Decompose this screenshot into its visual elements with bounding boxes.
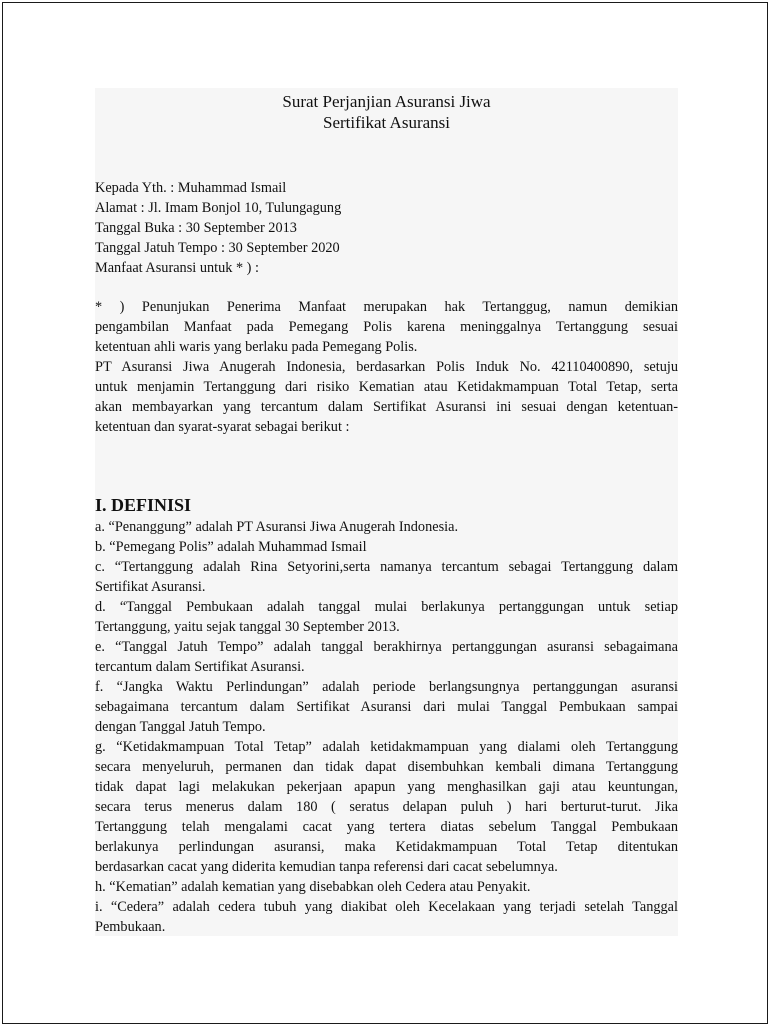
document-subtitle: Sertifikat Asuransi [322,113,450,132]
benefit-line: Manfaat Asuransi untuk * ) : [95,260,259,276]
definition-line: secara menyeluruh, permanen dan tidak dapat disembuhkan kembali dimana Tertanggung [95,759,678,775]
definition-line: f. “Jangka Waktu Perlindungan” adalah periode berlangsungnya pertanggungan asuransi [95,679,678,695]
definition-line: d. “Tanggal Pembukaan adalah tanggal mulai berlakunya pertanggungan untuk setiap [95,599,678,615]
open-date: Tanggal Buka : 30 September 2013 [95,220,297,236]
definition-line: secara terus menerus dalam 180 ( seratus delapan puluh ) hari berturut-turut. Jika [95,799,678,815]
intro-line: untuk menjamin Tertanggung dari risiko Kematian atau Ketidakmampuan Total Tetap, serta [95,379,678,395]
definition-line: c. “Tertanggung adalah Rina Setyorini,serta namanya tercantum sebagai Tertanggung dalam [95,559,678,575]
definition-line: h. “Kematian” adalah kematian yang disebabkan oleh Cedera atau Penyakit. [95,879,531,895]
section-heading: I. DEFINISI [95,495,192,515]
note-line: * ) Penunjukan Penerima Manfaat merupakan hak Tertanggug, namun demikian [95,299,678,315]
definition-line: Tertanggung telah mengalami cacat yang tertera diatas sebelum Tanggal Pembukaan [95,819,678,835]
definition-line: Tertanggung, yaitu sejak tanggal 30 September 2013. [95,619,400,635]
definition-line: dengan Tanggal Jatuh Tempo. [95,719,266,735]
definition-line: a. “Penanggung” adalah PT Asuransi Jiwa Anugerah Indonesia. [95,519,459,535]
definition-line: i. “Cedera” adalah cedera tubuh yang diakibat oleh Kecelakaan yang terjadi setelah Tanggal [95,899,678,915]
intro-line: ketentuan dan syarat-syarat sebagai berikut : [95,419,350,435]
definition-line: e. “Tanggal Jatuh Tempo” adalah tanggal berakhirnya pertanggungan asuransi sebagaimana [95,639,678,655]
definition-line: g. “Ketidakmampuan Total Tetap” adalah ketidakmampuan yang dialami oleh Tertanggung [95,739,678,755]
definition-line: berlakunya perlindungan asuransi, maka Ketidakmampuan Total Tetap ditentukan [95,839,678,855]
intro-line: akan membayarkan yang tercantum dalam Sertifikat Asuransi ini sesuai dengan ketentuan- [95,399,678,415]
definition-line: tercantum dalam Sertifikat Asuransi. [95,659,305,675]
definition-line: Sertifikat Asuransi. [95,579,206,595]
definition-line: tidak dapat lagi melakukan pekerjaan apapun yang menghasilkan gaji atau keuntungan, [95,779,678,795]
note-line: pengambilan Manfaat pada Pemegang Polis karena meninggalnya Tertanggung sesuai [95,319,678,335]
definition-line: berdasarkan cacat yang diderita kemudian tanpa referensi dari cacat sebelumnya. [95,859,558,875]
document-title: Surat Perjanjian Asuransi Jiwa [282,92,491,111]
definition-line: b. “Pemegang Polis” adalah Muhammad Ismail [95,539,367,555]
intro-line: PT Asuransi Jiwa Anugerah Indonesia, berdasarkan Polis Induk No. 42110400890, setuju [95,359,678,375]
due-date: Tanggal Jatuh Tempo : 30 September 2020 [95,240,340,256]
recipient-name: Kepada Yth. : Muhammad Ismail [95,180,287,196]
note-line: ketentuan ahli waris yang berlaku pada Pemegang Polis. [95,339,418,355]
recipient-address: Alamat : Jl. Imam Bonjol 10, Tulungagung [95,200,342,216]
definition-line: sebagaimana tercantum dalam Sertifikat Asuransi dari mulai Tanggal Pembukaan sampai [95,699,678,715]
definition-line: Pembukaan. [95,919,166,935]
